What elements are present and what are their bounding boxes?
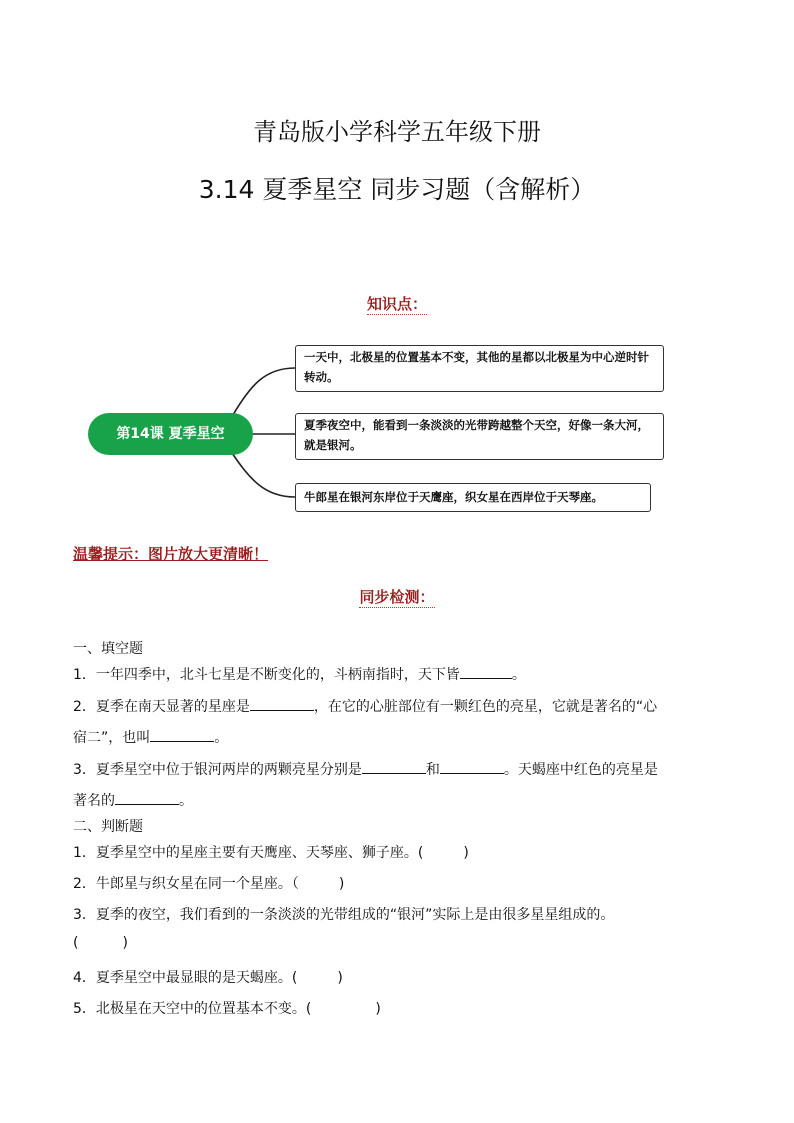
q1-text: 1．一年四季中，北斗七星是不断变化的，斗柄南指时，天下皆	[73, 667, 460, 683]
answer-blank[interactable]	[440, 759, 504, 774]
close-paren: )	[338, 876, 345, 892]
sync-heading-text: 同步检测：	[359, 588, 435, 606]
answer-blank[interactable]	[115, 790, 179, 805]
mind-map-center-node: 第14课 夏季星空	[88, 413, 253, 455]
connector-1	[230, 368, 295, 420]
j1-text: 1．夏季星空中的星座主要有天鹰座、天琴座、狮子座。(	[73, 845, 424, 861]
fill-question-2	[73, 696, 657, 716]
document-title: 青岛版小学科学五年级下册	[253, 118, 541, 146]
j4-text: 4．夏季星空中最显眼的是天蝎座。(	[73, 970, 298, 986]
fill-question-1	[73, 664, 526, 684]
judge-question-3	[73, 904, 614, 924]
close-paren: )	[463, 845, 469, 861]
fill-question-3-cont	[73, 790, 193, 810]
q2-text-d: 。	[214, 730, 229, 746]
answer-blank[interactable]	[150, 727, 214, 742]
q2-text-a: 2．夏季在南天显著的星座是	[73, 699, 250, 715]
answer-blank[interactable]	[460, 664, 512, 679]
section-title-judge: 二、判断题	[73, 819, 143, 835]
fill-question-3	[73, 759, 658, 779]
section-title-fill: 一、填空题	[73, 641, 143, 657]
q3-text-d: 著名的	[73, 793, 115, 809]
q3-text-a: 3．夏季星空中位于银河两岸的两颗亮星分别是	[73, 762, 362, 778]
knowledge-point-3: 牛郎星在银河东岸位于天鹰座，织女星在西岸位于天琴座。	[295, 483, 651, 512]
knowledge-heading	[0, 293, 794, 314]
knowledge-point-2: 夏季夜空中，能看到一条淡淡的光带跨越整个天空，好像一条大河，就是银河。	[295, 413, 664, 460]
tip-text: 温馨提示：图片放大更清晰！	[73, 545, 269, 563]
connector-3	[230, 450, 295, 497]
close-paren: )	[337, 970, 343, 986]
q3-text-e: 。	[179, 793, 193, 809]
fill-question-2-cont	[73, 727, 228, 747]
q2-text-c: 宿二”，也叫	[73, 730, 151, 746]
open-paren: (	[73, 935, 79, 951]
sync-heading	[0, 586, 794, 607]
j5-text: 5．北极星在天空中的位置基本不变。(	[73, 1001, 312, 1017]
judge-question-2	[73, 873, 344, 893]
q2-text-b: ，在它的心脏部位有一颗红色的亮星，它就是著名的“心	[313, 699, 658, 715]
knowledge-heading-text: 知识点：	[366, 295, 427, 313]
judge-question-1	[73, 842, 469, 862]
q1-end: 。	[511, 667, 526, 683]
q3-text-b: 和	[425, 762, 440, 778]
close-paren: )	[122, 935, 128, 951]
j2-text: 2．牛郎星与织女星在同一个星座。（	[73, 876, 299, 892]
answer-blank[interactable]	[362, 759, 426, 774]
judge-question-4	[73, 967, 343, 987]
judge-question-3-cont	[73, 935, 128, 951]
answer-blank[interactable]	[250, 696, 314, 711]
close-paren: )	[375, 1001, 381, 1017]
q3-text-c: 。天蝎座中红色的亮星是	[503, 762, 658, 778]
document-subtitle: 3.14 夏季星空 同步习题（含解析）	[198, 175, 596, 204]
j3-text: 3．夏季的夜空，我们看到的一条淡淡的光带组成的“银河”实际上是由很多星星组成的。	[73, 907, 615, 923]
knowledge-point-1: 一天中，北极星的位置基本不变，其他的星都以北极星为中心逆时针转动。	[295, 345, 664, 392]
judge-question-5	[73, 998, 381, 1018]
